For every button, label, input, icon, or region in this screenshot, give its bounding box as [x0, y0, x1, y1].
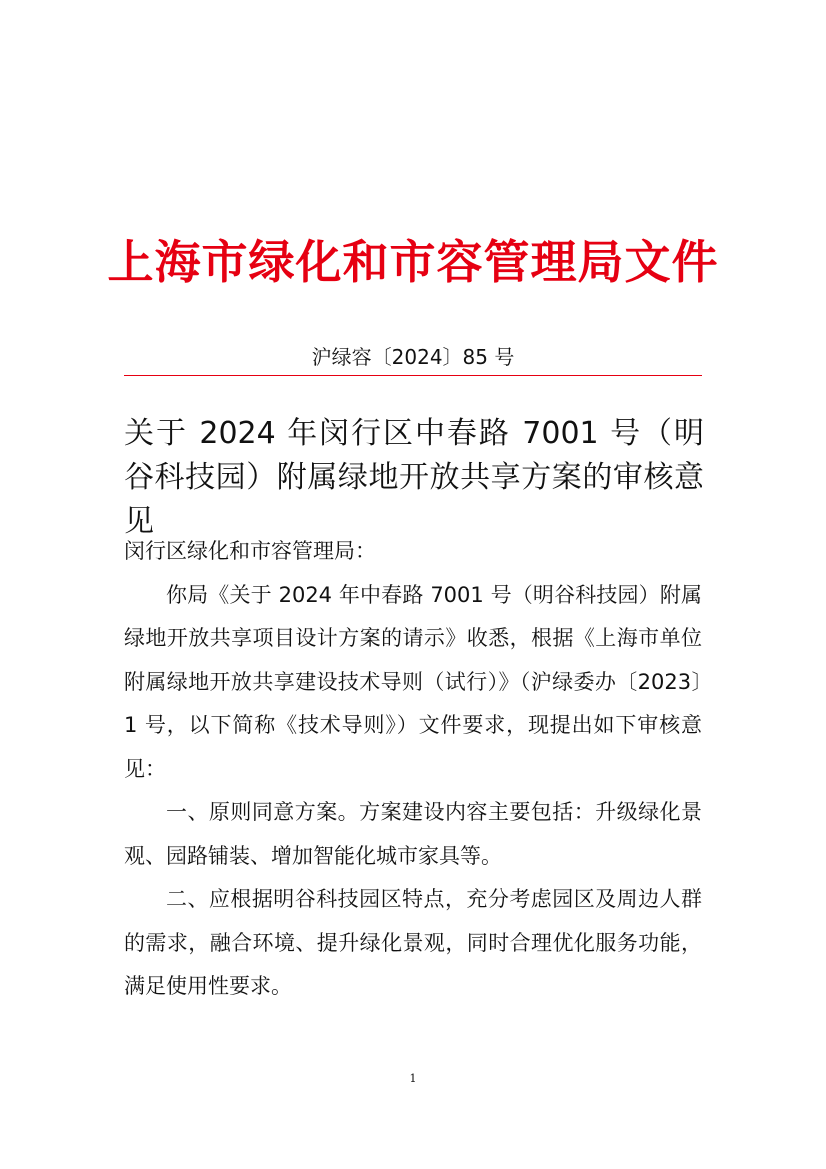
body-paragraph: 你局《关于 2024 年中春路 7001 号（明谷科技园）附属绿地开放共享项目设计方案的请示》收悉，根据《上海市单位附属绿地开放共享建设技术导则（试行）》（沪绿委办〔2023〕1 号，以下简称《技术导则》）文件要求，现提出如下审核意见： — [124, 582, 702, 781]
body-paragraph: 一、原则同意方案。方案建设内容主要包括：升级绿化景观、园路铺装、增加智能化城市家具等。 — [124, 800, 702, 868]
salutation: 闵行区绿化和市容管理局： — [124, 539, 376, 563]
document-number: 沪绿容〔2024〕85 号 — [311, 345, 515, 369]
masthead-title: 上海市绿化和市容管理局文件 — [107, 235, 719, 289]
body-paragraph: 二、应根据明谷科技园区特点，充分考虑园区及周边人群的需求，融合环境、提升绿化景观，同时合理优化服务功能，满足使用性要求。 — [124, 887, 702, 998]
page-number: 1 — [409, 1072, 417, 1085]
document-body — [124, 530, 702, 1009]
document-title: 关于 2024 年闵行区中春路 7001 号（明谷科技园）附属绿地开放共享方案的审核意见 — [124, 416, 704, 539]
red-divider-line — [124, 375, 702, 376]
